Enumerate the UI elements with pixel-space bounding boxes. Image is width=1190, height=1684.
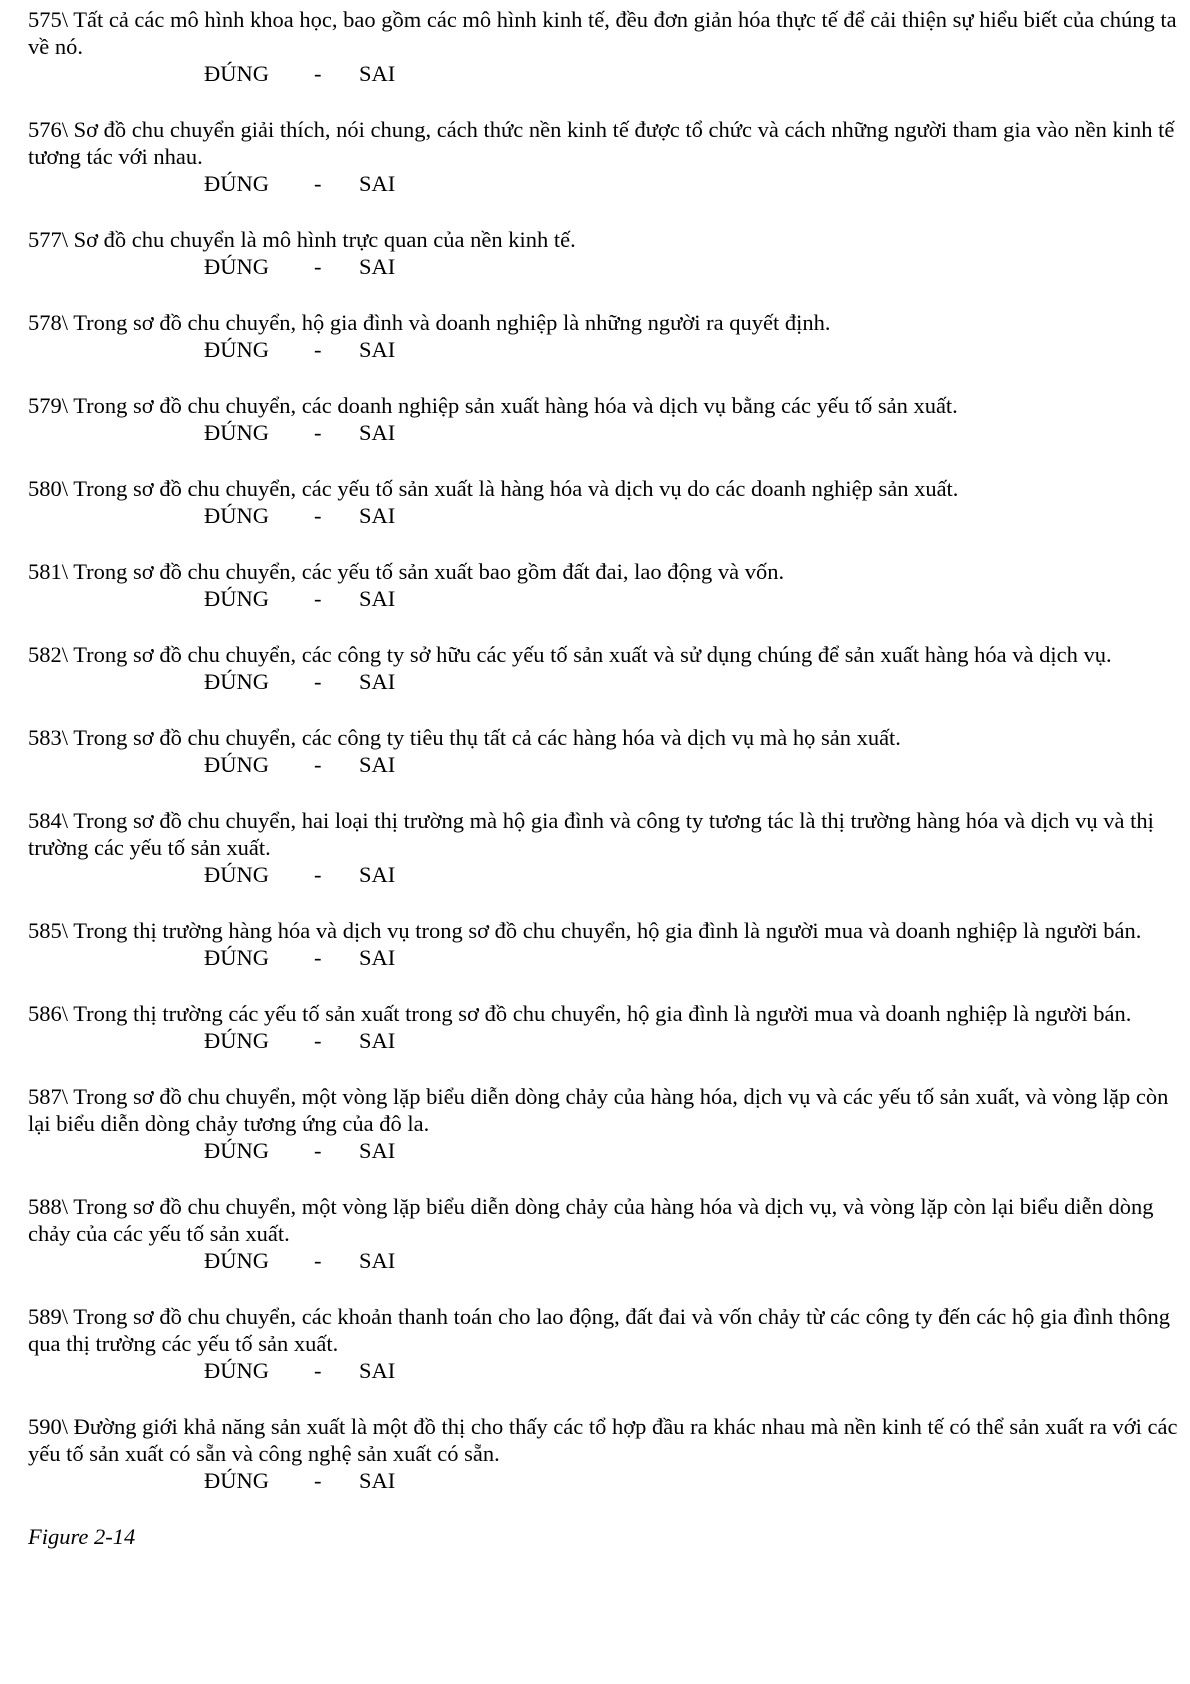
question-text: 584\ Trong sơ đồ chu chuyển, hai loại thị trường mà hộ gia đình và công ty tương tác là thị trường hàng hóa và dịch vụ và thị trường các yếu tố sản xuất.	[28, 808, 1154, 860]
answer-true-option: ĐÚNG	[204, 1468, 269, 1493]
answer-options	[28, 585, 1178, 612]
answer-true-option: ĐÚNG	[204, 1028, 269, 1053]
question-text: 581\ Trong sơ đồ chu chuyển, các yếu tố sản xuất bao gồm đất đai, lao động và vốn.	[28, 559, 785, 584]
question-item	[28, 1193, 1178, 1274]
question-text: 576\ Sơ đồ chu chuyển giải thích, nói chung, cách thức nền kinh tế được tổ chức và cách những người tham gia vào nền kinh tế tương tác với nhau.	[28, 117, 1175, 169]
question-text: 589\ Trong sơ đồ chu chuyển, các khoản thanh toán cho lao động, đất đai và vốn chảy từ các công ty đến các hộ gia đình thông qua thị trường các yếu tố sản xuất.	[28, 1304, 1170, 1356]
answer-false-option: SAI	[359, 1468, 396, 1493]
question-text: 580\ Trong sơ đồ chu chuyển, các yếu tố sản xuất là hàng hóa và dịch vụ do các doanh nghiệp sản xuất.	[28, 476, 959, 501]
answer-separator: -	[314, 1248, 322, 1273]
answer-false-option: SAI	[359, 1248, 396, 1273]
answer-true-option: ĐÚNG	[204, 1358, 269, 1383]
answer-separator: -	[314, 1358, 322, 1383]
question-text: 577\ Sơ đồ chu chuyển là mô hình trực quan của nền kinh tế.	[28, 227, 576, 252]
question-list	[28, 6, 1178, 1494]
question-item	[28, 116, 1178, 197]
answer-options	[28, 1247, 1178, 1274]
question-item	[28, 724, 1178, 778]
answer-separator: -	[314, 945, 322, 970]
question-text: 590\ Đường giới khả năng sản xuất là một đồ thị cho thấy các tổ hợp đầu ra khác nhau mà nền kinh tế có thể sản xuất ra với các yếu tố sản xuất có sẵn và công nghệ sản xuất có sẵn.	[28, 1414, 1178, 1466]
answer-separator: -	[314, 586, 322, 611]
answer-options	[28, 944, 1178, 971]
answer-true-option: ĐÚNG	[204, 1138, 269, 1163]
question-item	[28, 392, 1178, 446]
question-item	[28, 807, 1178, 888]
question-item	[28, 1303, 1178, 1384]
question-item	[28, 6, 1178, 87]
answer-options	[28, 751, 1178, 778]
answer-options	[28, 336, 1178, 363]
answer-true-option: ĐÚNG	[204, 945, 269, 970]
question-text: 585\ Trong thị trường hàng hóa và dịch vụ trong sơ đồ chu chuyển, hộ gia đình là người mua và doanh nghiệp là người bán.	[28, 918, 1142, 943]
answer-false-option: SAI	[359, 171, 396, 196]
answer-options	[28, 1027, 1178, 1054]
answer-false-option: SAI	[359, 503, 396, 528]
answer-separator: -	[314, 752, 322, 777]
answer-separator: -	[314, 420, 322, 445]
question-text: 586\ Trong thị trường các yếu tố sản xuất trong sơ đồ chu chuyển, hộ gia đình là người mua và doanh nghiệp là người bán.	[28, 1001, 1132, 1026]
answer-false-option: SAI	[359, 586, 396, 611]
question-item	[28, 917, 1178, 971]
answer-separator: -	[314, 1138, 322, 1163]
question-item	[28, 641, 1178, 695]
answer-false-option: SAI	[359, 337, 396, 362]
document-page	[28, 6, 1178, 1550]
answer-true-option: ĐÚNG	[204, 61, 269, 86]
answer-options	[28, 1357, 1178, 1384]
answer-separator: -	[314, 61, 322, 86]
question-text: 587\ Trong sơ đồ chu chuyển, một vòng lặp biểu diễn dòng chảy của hàng hóa, dịch vụ và các yếu tố sản xuất, và vòng lặp còn lại biểu diễn dòng chảy tương ứng của đô la.	[28, 1084, 1169, 1136]
figure-caption: Figure 2-14	[28, 1524, 136, 1549]
answer-separator: -	[314, 254, 322, 279]
answer-false-option: SAI	[359, 420, 396, 445]
answer-false-option: SAI	[359, 945, 396, 970]
answer-separator: -	[314, 337, 322, 362]
answer-true-option: ĐÚNG	[204, 586, 269, 611]
answer-false-option: SAI	[359, 862, 396, 887]
answer-true-option: ĐÚNG	[204, 254, 269, 279]
question-item	[28, 226, 1178, 280]
answer-true-option: ĐÚNG	[204, 171, 269, 196]
answer-separator: -	[314, 862, 322, 887]
answer-false-option: SAI	[359, 1138, 396, 1163]
answer-true-option: ĐÚNG	[204, 503, 269, 528]
answer-separator: -	[314, 1468, 322, 1493]
answer-false-option: SAI	[359, 1358, 396, 1383]
answer-false-option: SAI	[359, 1028, 396, 1053]
question-item	[28, 475, 1178, 529]
question-text: 578\ Trong sơ đồ chu chuyển, hộ gia đình và doanh nghiệp là những người ra quyết định.	[28, 310, 831, 335]
answer-true-option: ĐÚNG	[204, 1248, 269, 1273]
answer-options	[28, 502, 1178, 529]
answer-true-option: ĐÚNG	[204, 862, 269, 887]
answer-true-option: ĐÚNG	[204, 752, 269, 777]
answer-false-option: SAI	[359, 61, 396, 86]
answer-separator: -	[314, 503, 322, 528]
question-item	[28, 1413, 1178, 1494]
question-item	[28, 558, 1178, 612]
question-item	[28, 1000, 1178, 1054]
answer-options	[28, 419, 1178, 446]
answer-options	[28, 170, 1178, 197]
answer-separator: -	[314, 171, 322, 196]
answer-true-option: ĐÚNG	[204, 669, 269, 694]
answer-separator: -	[314, 669, 322, 694]
answer-options	[28, 668, 1178, 695]
question-text: 588\ Trong sơ đồ chu chuyển, một vòng lặp biểu diễn dòng chảy của hàng hóa và dịch vụ, và vòng lặp còn lại biểu diễn dòng chảy của các yếu tố sản xuất.	[28, 1194, 1154, 1246]
question-text: 579\ Trong sơ đồ chu chuyển, các doanh nghiệp sản xuất hàng hóa và dịch vụ bằng các yếu tố sản xuất.	[28, 393, 958, 418]
answer-options	[28, 1467, 1178, 1494]
answer-true-option: ĐÚNG	[204, 337, 269, 362]
question-item	[28, 309, 1178, 363]
question-text: 582\ Trong sơ đồ chu chuyển, các công ty sở hữu các yếu tố sản xuất và sử dụng chúng để sản xuất hàng hóa và dịch vụ.	[28, 642, 1112, 667]
answer-separator: -	[314, 1028, 322, 1053]
answer-options	[28, 253, 1178, 280]
answer-false-option: SAI	[359, 752, 396, 777]
answer-true-option: ĐÚNG	[204, 420, 269, 445]
answer-options	[28, 861, 1178, 888]
question-text: 575\ Tất cả các mô hình khoa học, bao gồm các mô hình kinh tế, đều đơn giản hóa thực tế để cải thiện sự hiểu biết của chúng ta về nó.	[28, 7, 1177, 59]
question-item	[28, 1083, 1178, 1164]
question-text: 583\ Trong sơ đồ chu chuyển, các công ty tiêu thụ tất cả các hàng hóa và dịch vụ mà họ sản xuất.	[28, 725, 901, 750]
answer-options	[28, 1137, 1178, 1164]
answer-false-option: SAI	[359, 254, 396, 279]
answer-options	[28, 60, 1178, 87]
answer-false-option: SAI	[359, 669, 396, 694]
